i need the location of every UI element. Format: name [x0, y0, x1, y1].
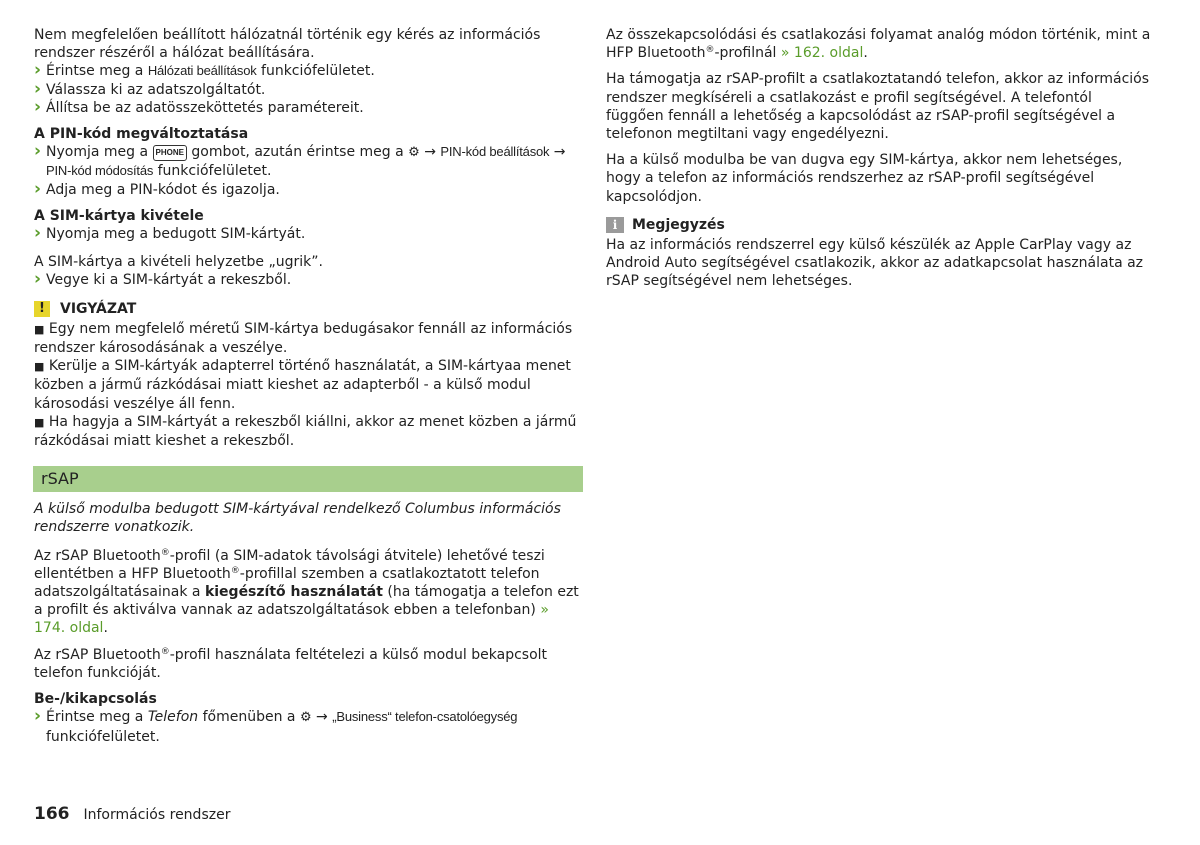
rsap-paragraph-2: Az rSAP Bluetooth®-profil használata feltételezi a külső modul bekapcsolt telefon funkcióját. [34, 646, 548, 681]
footer-section: Információs rendszer [83, 807, 231, 823]
page-link-162[interactable]: » 162. oldal [780, 45, 864, 62]
page-link-174[interactable]: » 174. oldal [34, 602, 549, 637]
onoff-step: › Érintse meg a Telefon főmenüben a ⚙ → „Business“ telefon-csatolóegység funkciófelületet. [34, 708, 582, 745]
right-paragraph-3: Ha a külső modulba be van dugva egy SIM-kártya, akkor nem lehetséges, hogy a telefon az információs rendszerhez az rSAP-profil segítségével kapcsolódjon. [606, 152, 1123, 205]
sim-step-1: › Nyomja meg a bedugott SIM-kártyát. [34, 225, 582, 243]
warning-item: ■ Kerülje a SIM-kártyák adapterrel történő használatát, a SIM-kártyaa menet közben a jármű rázkódásai miatt kieshet az adapterből - a külső modul károsodási veszélye áll fenn. [34, 358, 571, 412]
section-title-rsap: rSAP [33, 466, 583, 492]
pin-heading: A PIN-kód megváltoztatása [34, 126, 249, 143]
section-intro: A külső modulba bedugott SIM-kártyával rendelkező Columbus információs rendszerre vonatkozik. [34, 501, 561, 536]
right-paragraph-1: Az összekapcsolódási és csatlakozási folyamat analóg módon történik, mint a HFP Bluetooth®-profilnál » 162. oldal. [606, 27, 1151, 62]
warning-heading [34, 300, 582, 318]
intro-paragraph: Nem megfelelően beállított hálózatnál történik egy kérés az információs rendszer részéről a hálózat beállítására. [34, 27, 541, 62]
info-icon: i [606, 217, 624, 233]
right-paragraph-2: Ha támogatja az rSAP-profilt a csatlakoztatandó telefon, akkor az információs rendszer megkíséreli a csatlakozást e profil segítségével. A telefontól függően fennáll a lehetőség a kapcsolódást az rSAP-profil segítségével a telefonon megtiltani vagy engedélyezni. [606, 71, 1150, 143]
step-set-parameters: › Állítsa be az adatösszeköttetés paramétereit. [34, 99, 582, 117]
rsap-paragraph-1: Az rSAP Bluetooth®-profil (a SIM-adatok távolsági átvitele) lehetővé teszi ellentétben a HFP Bluetooth®-profillal szemben a csatlakoztatott telefon adatszolgáltatásainak a kiegészítő használatát (ha támogatja a telefon ezt a profilt és aktiválva vannak az adatszolgáltatások ebben a telefonban) » 174. oldal. [34, 547, 579, 637]
warning-title: VIGYÁZAT [60, 300, 137, 317]
warning-item: ■ Ha hagyja a SIM-kártyát a rekeszből kiállni, akkor az menet közben a jármű rázkódásai miatt kieshet a rekeszből. [34, 413, 577, 450]
ui-label-network-settings: Hálózati beállítások [147, 63, 257, 79]
note-title: Megjegyzés [632, 216, 725, 233]
onoff-heading: Be-/kikapcsolás [34, 691, 157, 708]
right-column [606, 26, 1152, 299]
gear-icon: ⚙ [299, 710, 312, 726]
warning-item: ■ Egy nem megfelelő méretű SIM-kártya bedugásakor fennáll az információs rendszer károsodásának a veszélye. [34, 320, 573, 357]
note-text: Ha az információs rendszerrel egy külső készülék az Apple CarPlay vagy az Android Auto segítségével csatlakozik, akkor az adatkapcsolat használata az rSAP segítségével nem lehetséges. [606, 237, 1144, 290]
sim-heading: A SIM-kártya kivétele [34, 207, 204, 224]
step-network-settings: › Érintse meg a Hálózati beállítások funkciófelületet. [34, 62, 582, 80]
page-number: 166 [34, 804, 70, 824]
note-heading [606, 216, 1152, 234]
pin-step-2: › Adja meg a PIN-kódot és igazolja. [34, 181, 582, 199]
sim-step-2: › Vegye ki a SIM-kártyát a rekeszből. [34, 271, 582, 289]
step-select-provider: › Válassza ki az adatszolgáltatót. [34, 81, 582, 99]
sim-paragraph: A SIM-kártya a kivételi helyzetbe „ugrik”. [34, 254, 323, 271]
phone-key-icon: PHONE [153, 145, 187, 161]
left-column [34, 26, 582, 746]
warning-icon: ! [34, 301, 50, 317]
pin-step-1: › Nyomja meg a PHONE gombot, azután érintse meg a ⚙ → PIN-kód beállítások → PIN-kód módosítás funkciófelületet. [34, 143, 582, 180]
gear-icon: ⚙ [408, 145, 420, 161]
page-footer [34, 804, 230, 824]
